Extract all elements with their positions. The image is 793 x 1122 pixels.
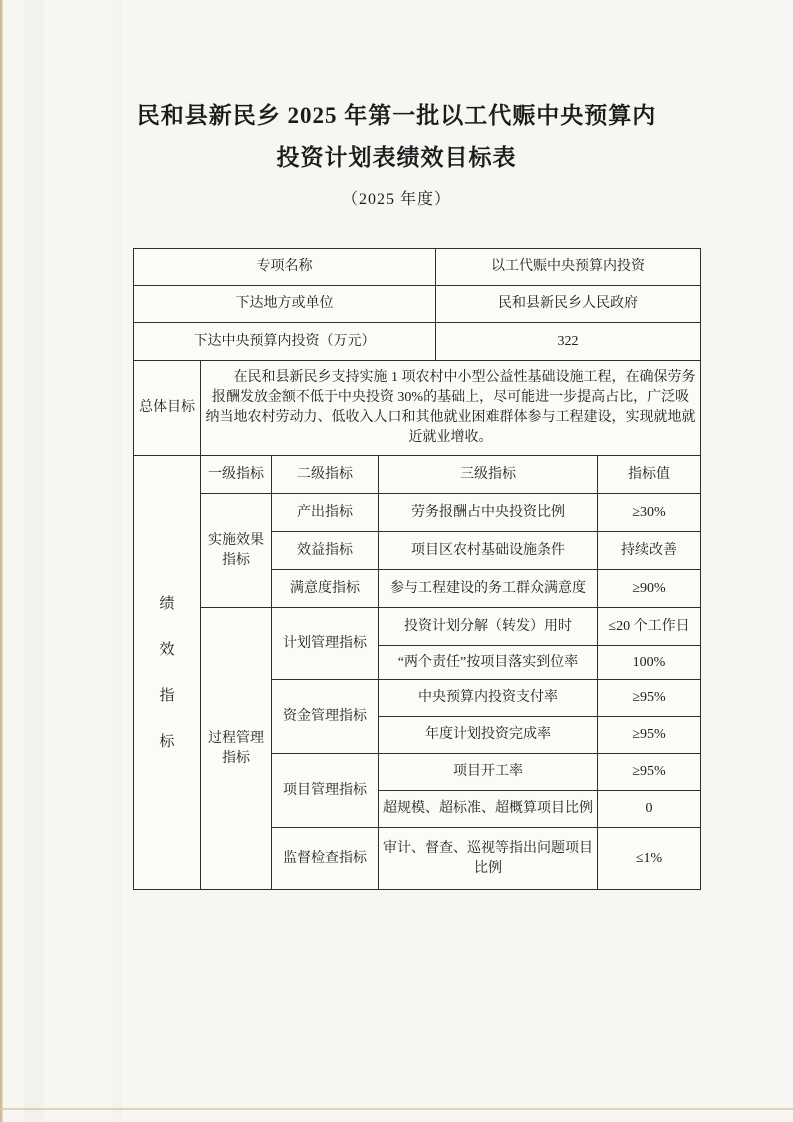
- value-cell: 0: [598, 791, 701, 828]
- info-value-investment-amount: 322: [436, 323, 701, 361]
- table-row: [134, 494, 701, 532]
- overall-goal-text: 在民和县新民乡支持实施 1 项农村中小型公益性基础设施工程，在确保劳务报酬发放金额不低于中央投资 30%的基础上，尽可能进一步提高占比，广泛吸纳当地农村劳动力、低收入人口和其他就业困难群体参与工程建设，实现就地就近就业增收。: [205, 370, 696, 445]
- subgroup-project-management: 项目管理指标: [272, 754, 379, 828]
- indicator-cell: 超规模、超标准、超概算项目比例: [379, 791, 598, 828]
- overall-goal-label: 总体目标: [134, 361, 201, 456]
- overall-goal-text-cell: [201, 361, 701, 456]
- value-cell: ≥95%: [598, 680, 701, 717]
- info-label-special-project: 专项名称: [134, 249, 436, 286]
- document-title-line1: 民和县新民乡 2025 年第一批以工代赈中央预算内: [136, 103, 657, 128]
- indicator-cell: 项目区农村基础设施条件: [379, 532, 598, 570]
- label-char: 绩: [159, 595, 175, 612]
- info-value-special-project: 以工代赈中央预算内投资: [436, 249, 701, 286]
- value-cell: 持续改善: [598, 532, 701, 570]
- table-row: [134, 323, 701, 361]
- performance-target-table: [133, 248, 701, 890]
- label-char: 标: [159, 733, 175, 750]
- table-row: [134, 608, 701, 646]
- subgroup-satisfaction-indicators: 满意度指标: [272, 570, 379, 608]
- header-level2: 二级指标: [272, 456, 379, 494]
- indicator-cell: “两个责任”按项目落实到位率: [379, 646, 598, 680]
- subgroup-fund-management: 资金管理指标: [272, 680, 379, 754]
- value-cell: ≥30%: [598, 494, 701, 532]
- value-cell: 100%: [598, 646, 701, 680]
- subgroup-output-indicators: 产出指标: [272, 494, 379, 532]
- document-title-line2: 投资计划表绩效目标表: [276, 145, 517, 170]
- indicator-cell: 投资计划分解（转发）用时: [379, 608, 598, 646]
- indicator-cell: 审计、督查、巡视等指出问题项目比例: [379, 828, 598, 890]
- header-level1: 一级指标: [201, 456, 272, 494]
- document-subtitle: （2025 年度）: [341, 191, 451, 208]
- indicator-cell: 项目开工率: [379, 754, 598, 791]
- value-cell: ≥90%: [598, 570, 701, 608]
- subgroup-benefit-indicators: 效益指标: [272, 532, 379, 570]
- value-cell: ≤20 个工作日: [598, 608, 701, 646]
- subgroup-supervision-inspection: 监督检查指标: [272, 828, 379, 890]
- info-value-issued-to: 民和县新民乡人民政府: [436, 286, 701, 323]
- table-row: [134, 286, 701, 323]
- indicator-cell: 劳务报酬占中央投资比例: [379, 494, 598, 532]
- group-effect-indicators: 实施效果指标: [201, 494, 272, 608]
- label-char: 指: [159, 687, 175, 704]
- indicator-cell: 年度计划投资完成率: [379, 717, 598, 754]
- group-process-management-indicators: 过程管理指标: [201, 608, 272, 890]
- performance-section-label-vertical: [138, 594, 196, 752]
- subgroup-plan-management: 计划管理指标: [272, 608, 379, 680]
- info-label-investment-amount: 下达中央预算内投资（万元）: [134, 323, 436, 361]
- table-row: [134, 361, 701, 456]
- performance-section-label: [134, 456, 201, 890]
- label-char: 效: [159, 641, 175, 658]
- header-value: 指标值: [598, 456, 701, 494]
- value-cell: ≥95%: [598, 717, 701, 754]
- value-cell: ≥95%: [598, 754, 701, 791]
- table-row: [134, 456, 701, 494]
- table-row: [134, 249, 701, 286]
- indicator-cell: 中央预算内投资支付率: [379, 680, 598, 717]
- value-cell: ≤1%: [598, 828, 701, 890]
- header-level3: 三级指标: [379, 456, 598, 494]
- indicator-cell: 参与工程建设的务工群众满意度: [379, 570, 598, 608]
- document-title-block: [0, 95, 793, 209]
- info-label-issued-to: 下达地方或单位: [134, 286, 436, 323]
